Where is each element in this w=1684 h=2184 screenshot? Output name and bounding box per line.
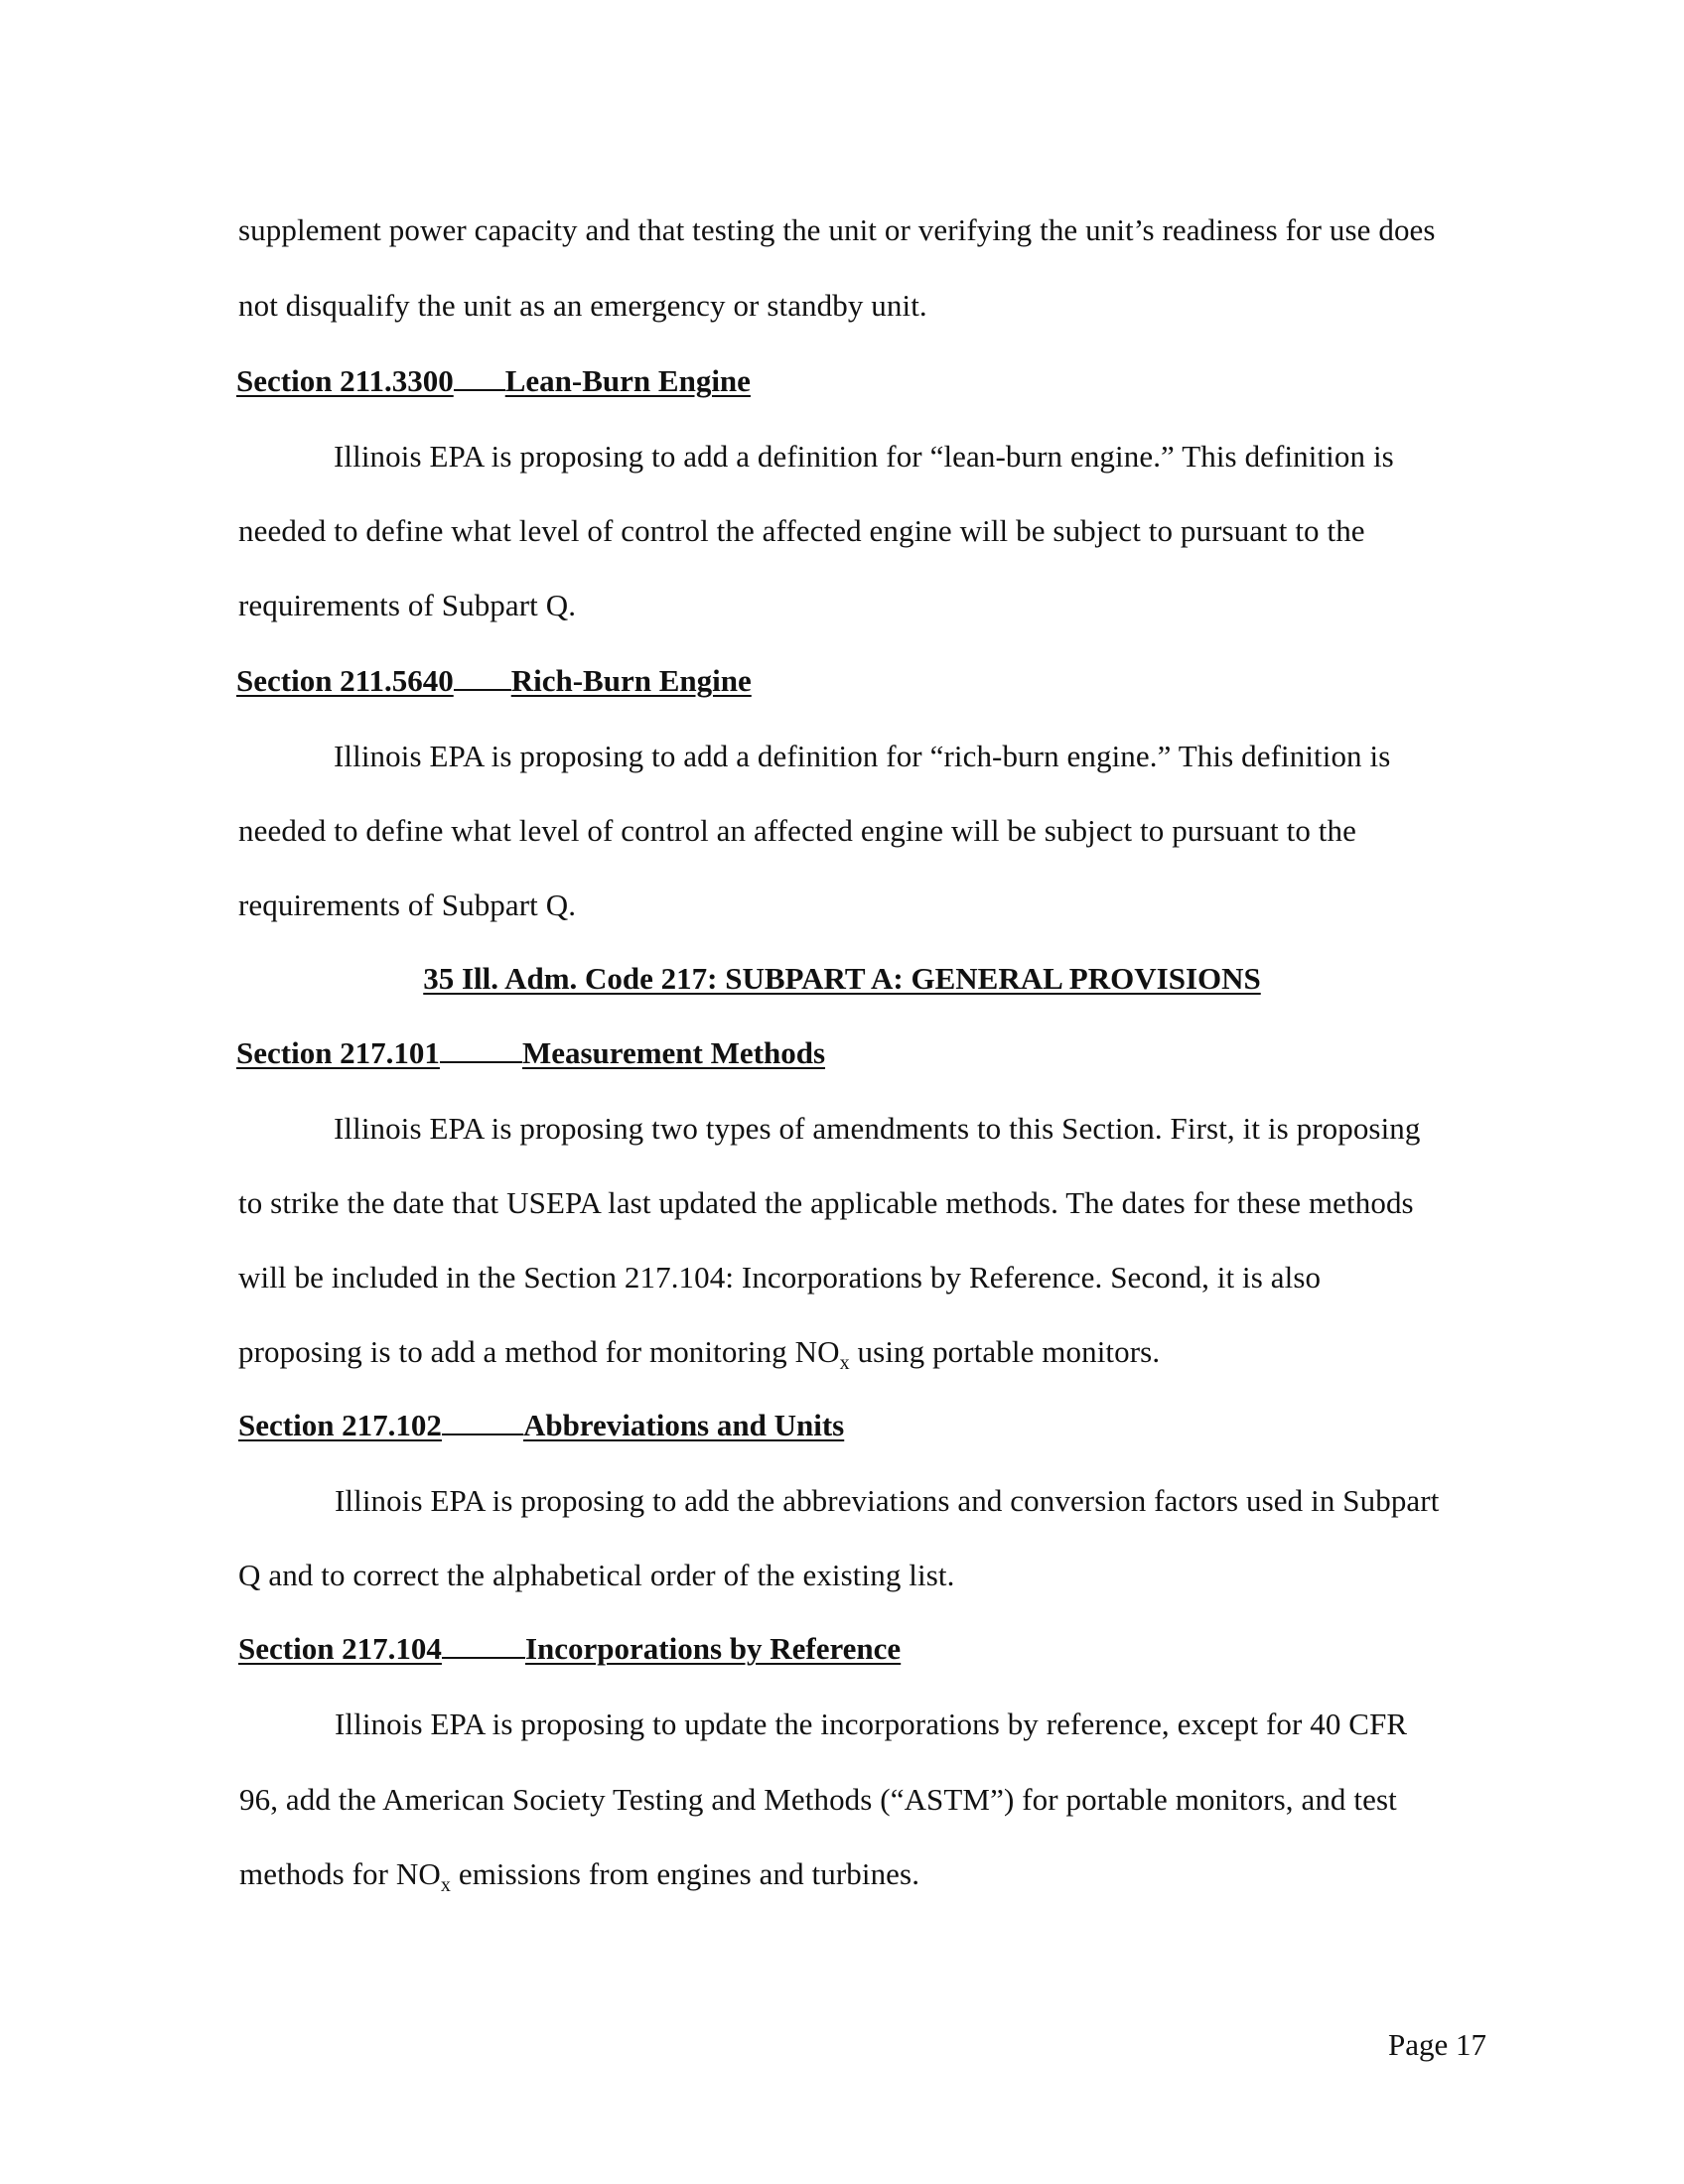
subpart-heading — [0, 959, 1684, 999]
section-number: Section 217.102 — [238, 1408, 442, 1442]
subscript: x — [839, 1352, 850, 1375]
subscript: x — [440, 1874, 451, 1897]
section-heading-217-101 — [236, 1033, 825, 1073]
paragraph-line: requirements of Subpart Q. — [238, 588, 577, 622]
section-heading-217-102 — [238, 1406, 844, 1445]
paragraph-line — [238, 1332, 1160, 1383]
section-number: Section 217.104 — [238, 1631, 442, 1666]
paragraph-line: will be included in the Section 217.104: Incorporations by Reference. Second, it is also — [238, 1260, 1322, 1295]
section-heading-211-3300 — [236, 361, 751, 401]
page-number: Page 17 — [1388, 2027, 1487, 2062]
section-number: Section 211.3300 — [236, 363, 454, 398]
paragraph-line: not disqualify the unit as an emergency or standby unit. — [238, 288, 927, 323]
paragraph-line: Illinois EPA is proposing to add a definition for “lean-burn engine.” This definition is — [334, 439, 1394, 474]
paragraph-line: Illinois EPA is proposing to update the incorporations by reference, except for 40 CFR — [335, 1706, 1408, 1741]
text-run: proposing is to add a method for monitoring NO — [238, 1334, 840, 1369]
section-number: Section 217.101 — [236, 1035, 440, 1070]
section-title: Lean-Burn Engine — [504, 363, 751, 398]
paragraph-line — [239, 1854, 919, 1905]
paragraph-line: Illinois EPA is proposing to add a definition for “rich-burn engine.” This definition is — [334, 739, 1391, 773]
paragraph-line: needed to define what level of control an affected engine will be subject to pursuant to the — [238, 813, 1356, 848]
paragraph-line: 96, add the American Society Testing and Methods (“ASTM”) for portable monitors, and test — [239, 1782, 1397, 1817]
section-title: Abbreviations and Units — [522, 1408, 845, 1442]
section-title: Incorporations by Reference — [524, 1631, 902, 1666]
paragraph-line: Q and to correct the alphabetical order of the existing list. — [238, 1558, 955, 1592]
paragraph-line: needed to define what level of control the affected engine will be subject to pursuant to the — [238, 513, 1365, 548]
section-heading-217-104 — [238, 1629, 901, 1669]
paragraph-line: Illinois EPA is proposing two types of amendments to this Section. First, it is proposing — [334, 1111, 1421, 1146]
section-title: Rich-Burn Engine — [510, 663, 752, 698]
text-run: methods for NO — [239, 1856, 441, 1891]
text-run: using portable monitors. — [849, 1334, 1161, 1369]
paragraph-line: supplement power capacity and that testing the unit or verifying the unit’s readiness for use does — [238, 212, 1436, 247]
section-number: Section 211.5640 — [236, 663, 454, 698]
paragraph-line: to strike the date that USEPA last updated the applicable methods. The dates for these methods — [238, 1185, 1414, 1220]
paragraph-line: requirements of Subpart Q. — [238, 887, 577, 922]
subpart-heading-text: 35 Ill. Adm. Code 217: SUBPART A: GENERAL PROVISIONS — [423, 961, 1261, 996]
text-run: emissions from engines and turbines. — [450, 1856, 920, 1891]
section-heading-211-5640 — [236, 661, 752, 701]
section-title: Measurement Methods — [521, 1035, 826, 1070]
paragraph-line: Illinois EPA is proposing to add the abbreviations and conversion factors used in Subpart — [335, 1483, 1440, 1518]
